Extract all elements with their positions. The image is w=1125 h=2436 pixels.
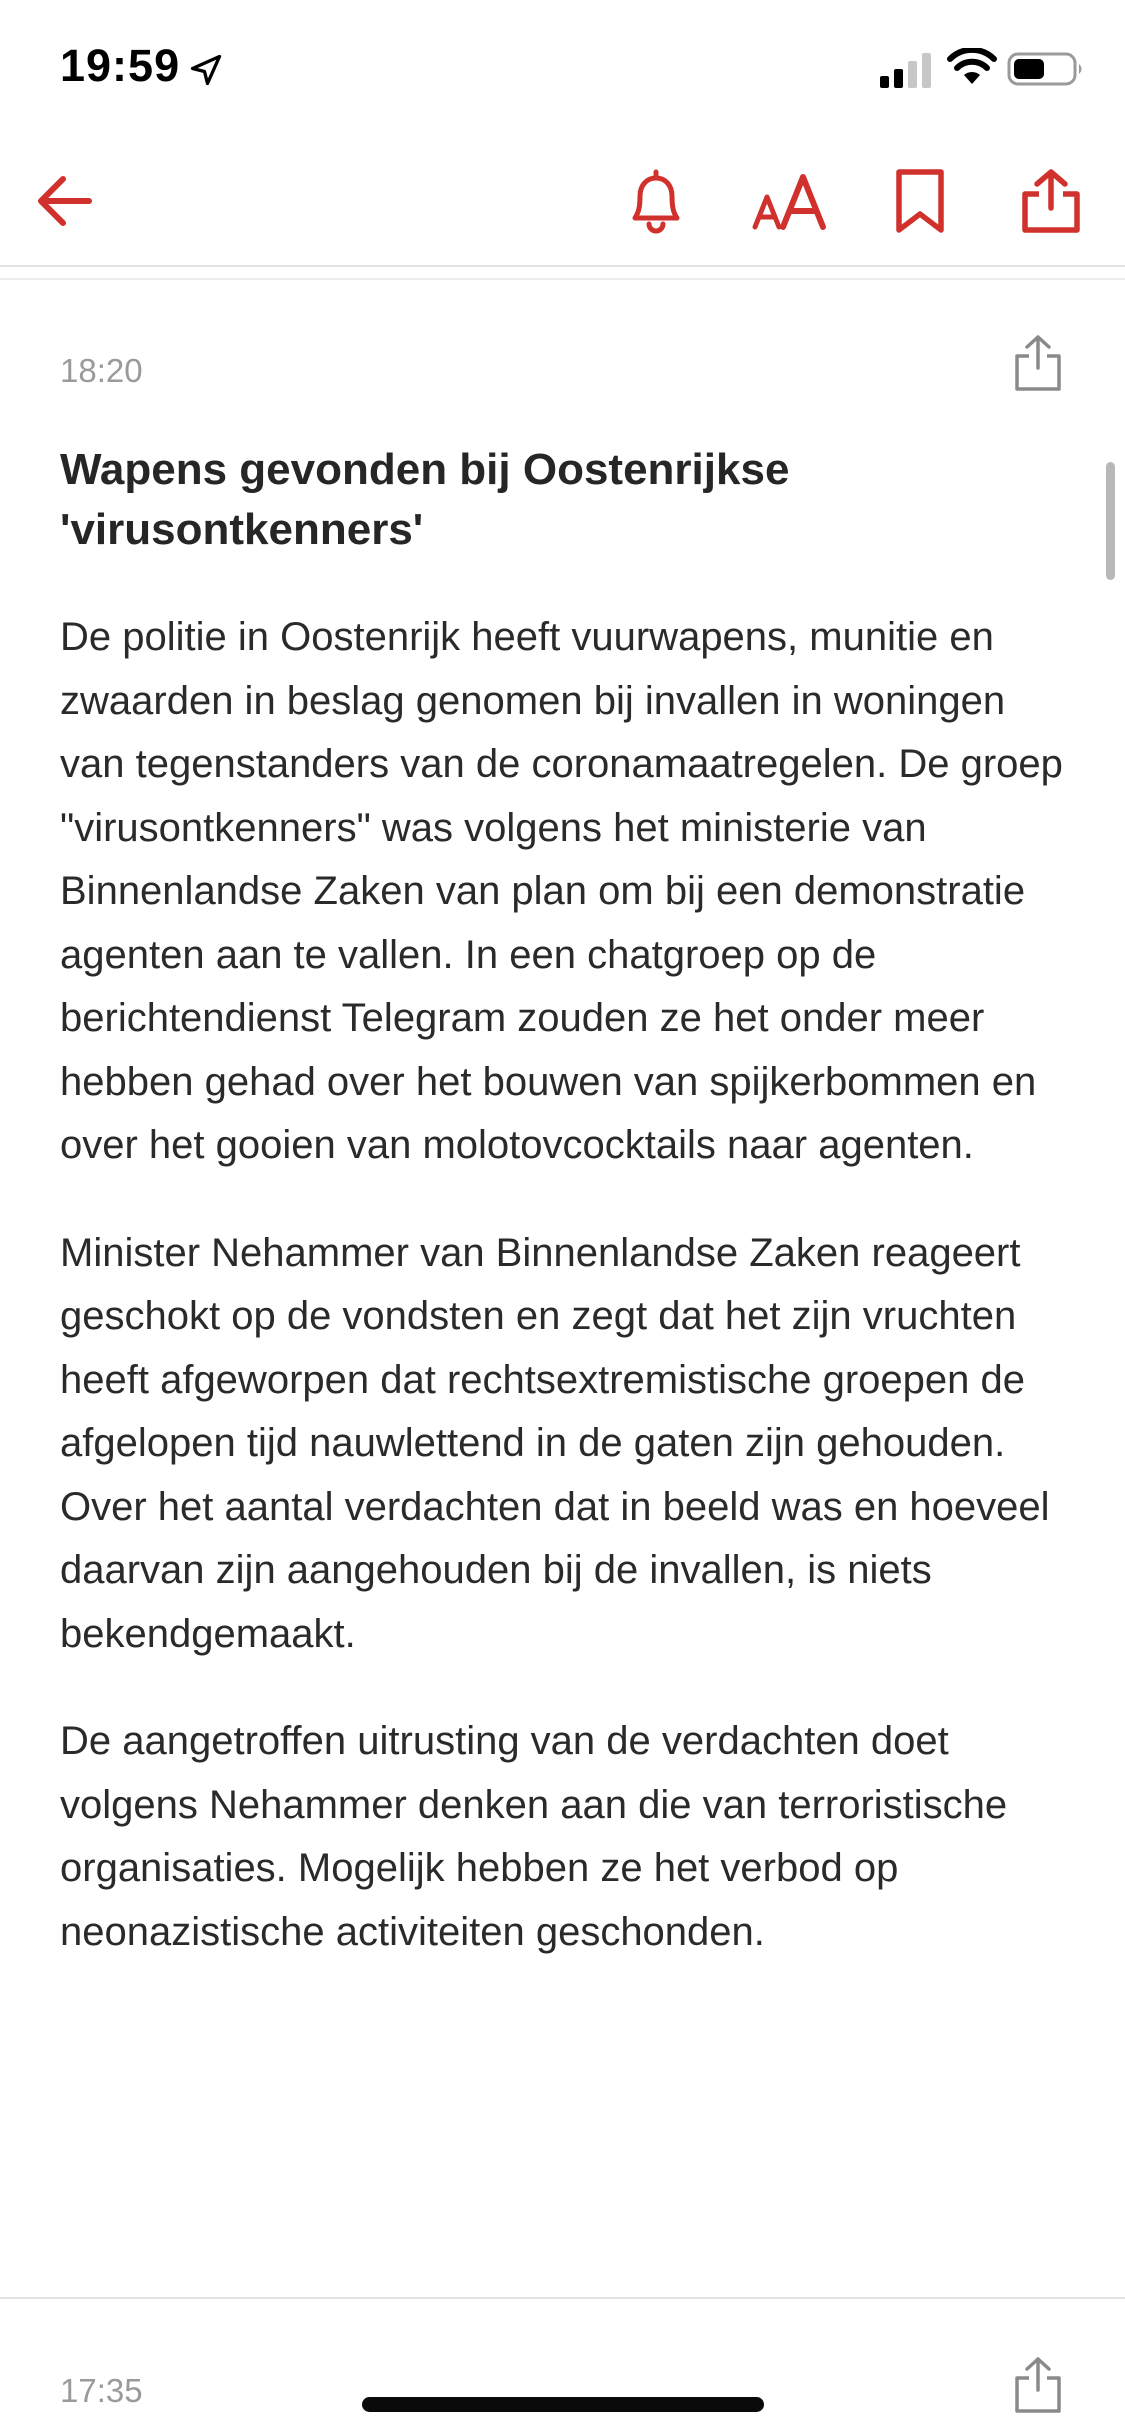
article-time: 18:20 [60, 352, 143, 389]
status-time: 19:59 [60, 40, 181, 91]
bookmark-icon [893, 168, 947, 234]
article-toolbar [0, 135, 1125, 267]
wifi-icon [947, 48, 997, 86]
article-body [60, 606, 1080, 2008]
text-size-button[interactable] [750, 163, 830, 239]
share-button[interactable] [1013, 163, 1089, 239]
bell-icon [623, 166, 689, 236]
location-arrow-icon [188, 52, 224, 88]
cellular-signal-icon [880, 52, 934, 88]
bookmark-button[interactable] [882, 163, 958, 239]
share-icon [1012, 334, 1064, 392]
article-paragraph: De aangetroffen uitrusting van de verdachten doet volgens Nehammer denken aan die van terroristische organisaties. Mogelijk hebben ze het verbod op neonazistische activiteiten geschonden. [60, 1719, 1008, 1954]
back-button[interactable] [26, 163, 102, 239]
battery-icon [1007, 50, 1085, 88]
share-icon [1019, 168, 1083, 234]
toolbar-divider [0, 268, 1125, 280]
text-size-icon [751, 171, 829, 231]
article-paragraph: De politie in Oostenrijk heeft vuurwapens, munitie en zwaarden in beslag genomen bij invallen in woningen van tegenstanders van de coronamaatregelen. De groep "virusontkenners" was volgens het ministerie van Binnenlandse Zaken van plan om bij een demonstratie agenten aan te vallen. In een chatgroep op de berichtendienst Telegram zouden ze het onder meer hebben gehad over het bouwen van spijkerbommen en over het gooien van molotovcocktails naar agenten. [60, 615, 1063, 1167]
next-article-share-button[interactable] [1008, 2352, 1068, 2418]
article-paragraph: Minister Nehammer van Binnenlandse Zaken reageert geschokt op de vondsten en zegt dat het zijn vruchten heeft afgeworpen dat rechtsextremistische groepen de afgelopen tijd nauwlettend in de gaten zijn gehouden. Over het aantal verdachten dat in beeld was en hoeveel daarvan zijn aangehouden bij de invallen, is niets bekendgemaakt. [60, 1230, 1050, 1656]
next-article-time: 17:35 [60, 2372, 143, 2409]
back-arrow-icon [33, 170, 95, 232]
article-title: Wapens gevonden bij Oostenrijkse 'virusontkenners' [60, 445, 790, 554]
home-indicator[interactable] [362, 2397, 764, 2412]
scroll-indicator[interactable] [1106, 462, 1115, 580]
article-divider [0, 2297, 1125, 2299]
article-share-button[interactable] [1008, 330, 1068, 396]
share-icon [1012, 2356, 1064, 2414]
notifications-button[interactable] [618, 163, 694, 239]
status-bar [0, 0, 1125, 135]
